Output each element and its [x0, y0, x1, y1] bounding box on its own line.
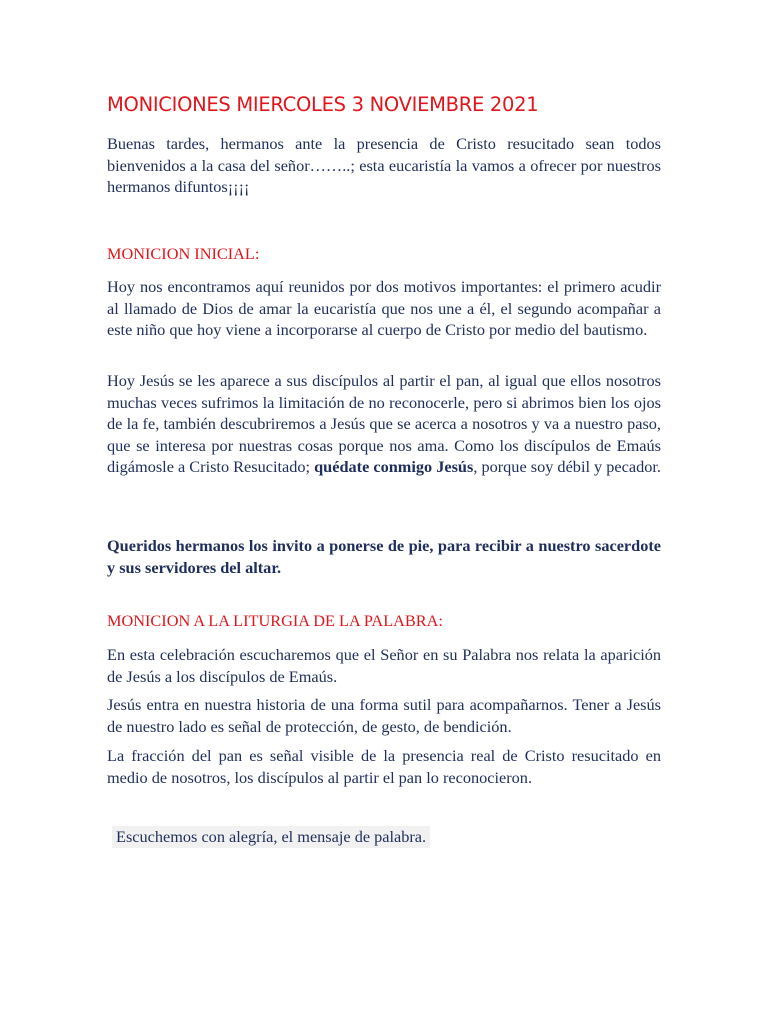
- initial-paragraph-1: Hoy nos encontramos aquí reunidos por dos motivos importantes: el primero acudir al llamado de Dios de amar la eucaristía que nos une a él, el segundo acompañar a este niño que hoy viene a incorporarse al cuerpo de Cristo por medio del bautismo.: [107, 277, 661, 339]
- section-heading-liturgy: MONICION A LA LITURGIA DE LA PALABRA:: [107, 611, 443, 630]
- initial-paragraph-2-emphasis: quédate conmigo Jesús: [314, 457, 474, 476]
- initial-paragraph-2-start: Hoy Jesús se les aparece a sus discípulos al partir el pan, al igual que ellos nosotros muchas veces sufrimos la limitación de no reconocerle, pero si abrimos bien los ojos de la fe, también descubriremos a Jesús que se acerca a nosotros y va a nuestro paso, que se interesa por nuestras cosas porque nos ama. Como los discípulos de Emaús digámosle a Cristo Resucitado;: [107, 371, 661, 476]
- liturgy-paragraph-2: Jesús entra en nuestra historia de una forma sutil para acompañarnos. Tener a Jesús de nuestro lado es señal de protección, de gesto, de bendición.: [107, 695, 661, 736]
- intro-paragraph: Buenas tardes, hermanos ante la presencia de Cristo resucitado sean todos bienvenidos a la casa del señor……..; esta eucaristía la vamos a ofrecer por nuestros hermanos difuntos¡¡¡¡: [107, 134, 661, 196]
- initial-paragraph-2-end: , porque soy débil y pecador.: [473, 457, 661, 476]
- liturgy-paragraph-3: La fracción del pan es señal visible de la presencia real de Cristo resucitado en medio de nosotros, los discípulos al partir el pan lo reconocieron.: [107, 746, 661, 787]
- liturgy-paragraph-1: En esta celebración escucharemos que el Señor en su Palabra nos relata la aparición de Jesús a los discípulos de Emaús.: [107, 645, 661, 686]
- closing-line: Escuchemos con alegría, el mensaje de palabra.: [112, 826, 430, 848]
- invitation-paragraph: Queridos hermanos los invito a ponerse de pie, para recibir a nuestro sacerdote y sus servidores del altar.: [107, 536, 661, 577]
- document-title: MONICIONES MIERCOLES 3 NOVIEMBRE 2021: [107, 93, 539, 116]
- initial-paragraph-2: [107, 370, 661, 478]
- section-heading-initial: MONICION INICIAL:: [107, 244, 260, 263]
